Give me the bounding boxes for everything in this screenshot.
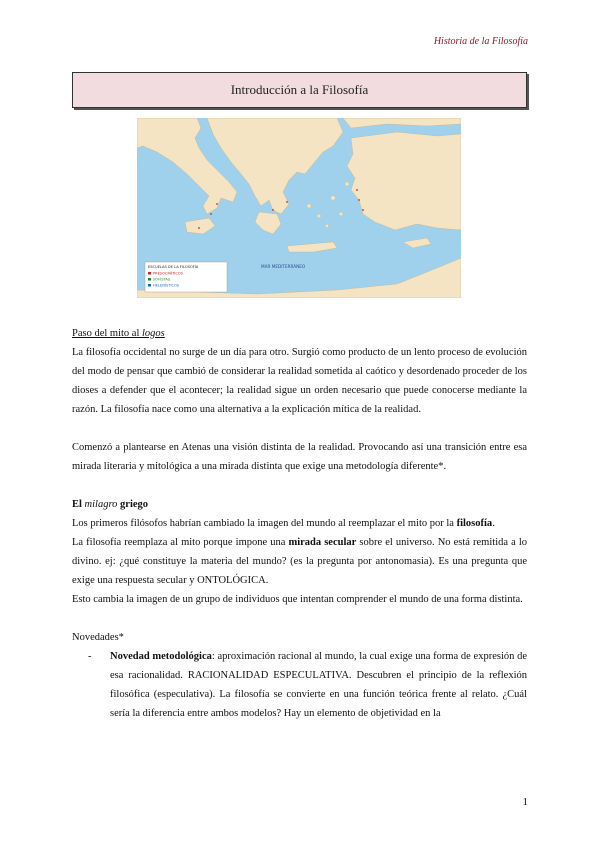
paragraph-bold: filosofía xyxy=(456,518,493,529)
heading-italic: logos xyxy=(142,328,165,339)
map-city-marker xyxy=(286,201,288,203)
bullet-marker: - xyxy=(88,651,92,662)
section-heading-novedades: Novedades* xyxy=(72,632,124,643)
map-legend-swatch xyxy=(148,284,151,287)
map-city-marker xyxy=(210,213,212,215)
paragraph xyxy=(72,514,527,533)
map-legend-item: SOFISTAS xyxy=(153,277,171,282)
document-title: Introducción a la Filosofía xyxy=(230,82,369,97)
document-body xyxy=(72,324,527,723)
map-city-marker xyxy=(362,209,364,211)
map-legend-heading: ESCUELAS DE LA FILOSOFÍA xyxy=(148,265,199,269)
map-sea-label: MAR MEDITERRÁNEO xyxy=(261,264,306,269)
paragraph-bold: mirada secular xyxy=(288,537,357,548)
map-image xyxy=(137,118,461,298)
list-item-text xyxy=(110,647,527,723)
map-legend-item: PRESOCRÁTICOS xyxy=(153,271,183,276)
spacer xyxy=(72,609,527,628)
map-island xyxy=(317,214,321,218)
paragraph: Esto cambia la imagen de un grupo de individuos que intentan comprender el mundo de una forma distinta. xyxy=(72,594,523,605)
heading-prefix: El xyxy=(72,499,85,510)
paragraph: Comenzó a plantearse en Atenas una visión distinta de la realidad. Provocando así una transición entre esa mirada literaria y mitológica a una mirada distinta que exige una metodología diferente*. xyxy=(72,442,527,472)
paragraph-text: sobre el universo. No está remitida a lo divino. ej: ¿qué constituye la materia del mundo? (es la pregunta por antonomasia). Es una pregunta que exige una respuesta secular y ONTOLÓGICA. xyxy=(72,537,527,586)
map-city-marker xyxy=(216,203,218,205)
map-legend-item: HELENÍSTICOS xyxy=(153,283,180,288)
ancient-greece-map xyxy=(137,118,461,298)
list-item-bold: Novedad metodológica xyxy=(110,651,212,662)
map-island xyxy=(331,196,335,200)
list-item xyxy=(72,647,527,723)
spacer xyxy=(72,476,527,495)
paragraph: La filosofía occidental no surge de un día para otro. Surgió como producto de un lento proceso de evolución del modo de pensar que cambió de considerar la realidad sometida al caótico y desordenado proceder de los dioses a defender que el acontecer; la realidad sigue un orden necesario que puede conocerse mediante la razón. La filosofía nace como una alternativa a la explicación mítica de la realidad. xyxy=(72,347,527,415)
paragraph-text: . xyxy=(492,518,495,529)
section-heading-mito-logos xyxy=(72,324,527,343)
list-item-body: : aproximación racional al mundo, la cual exige una forma de expresión de esa racionalidad. RACIONALIDAD ESPECULATIVA. Descubren el principio de la reflexión filosófica (especulativa). La filosofía se convierte en una función teórica frente al relato. ¿Cuál sería la diferencia entre ambos modelos? Hay un elemento de objetividad en la xyxy=(110,651,527,719)
map-island xyxy=(339,212,343,216)
paragraph-text: La filosofía reemplaza al mito porque impone una xyxy=(72,537,289,548)
section-heading-milagro-griego xyxy=(72,495,527,514)
document-title-box xyxy=(72,72,527,108)
heading-text xyxy=(72,328,165,339)
map-island xyxy=(345,182,349,186)
spacer xyxy=(72,419,527,438)
map-city-marker xyxy=(198,227,200,229)
map-island xyxy=(307,204,311,208)
paragraph xyxy=(72,533,527,590)
map-city-marker xyxy=(272,209,274,211)
page-number: 1 xyxy=(522,796,528,808)
paragraph-text: Los primeros filósofos habrían cambiado la imagen del mundo al reemplazar el mito por la xyxy=(72,518,457,529)
map-legend-swatch xyxy=(148,278,151,281)
heading-italic: milagro xyxy=(84,499,118,510)
map-city-marker xyxy=(358,199,360,201)
map-city-marker xyxy=(356,189,358,191)
heading-prefix: Paso del mito al xyxy=(72,328,142,339)
running-header: Historia de la Filosofía xyxy=(433,36,528,47)
map-legend-swatch xyxy=(148,272,151,275)
heading-suffix: griego xyxy=(117,499,149,510)
map-island xyxy=(325,224,328,227)
